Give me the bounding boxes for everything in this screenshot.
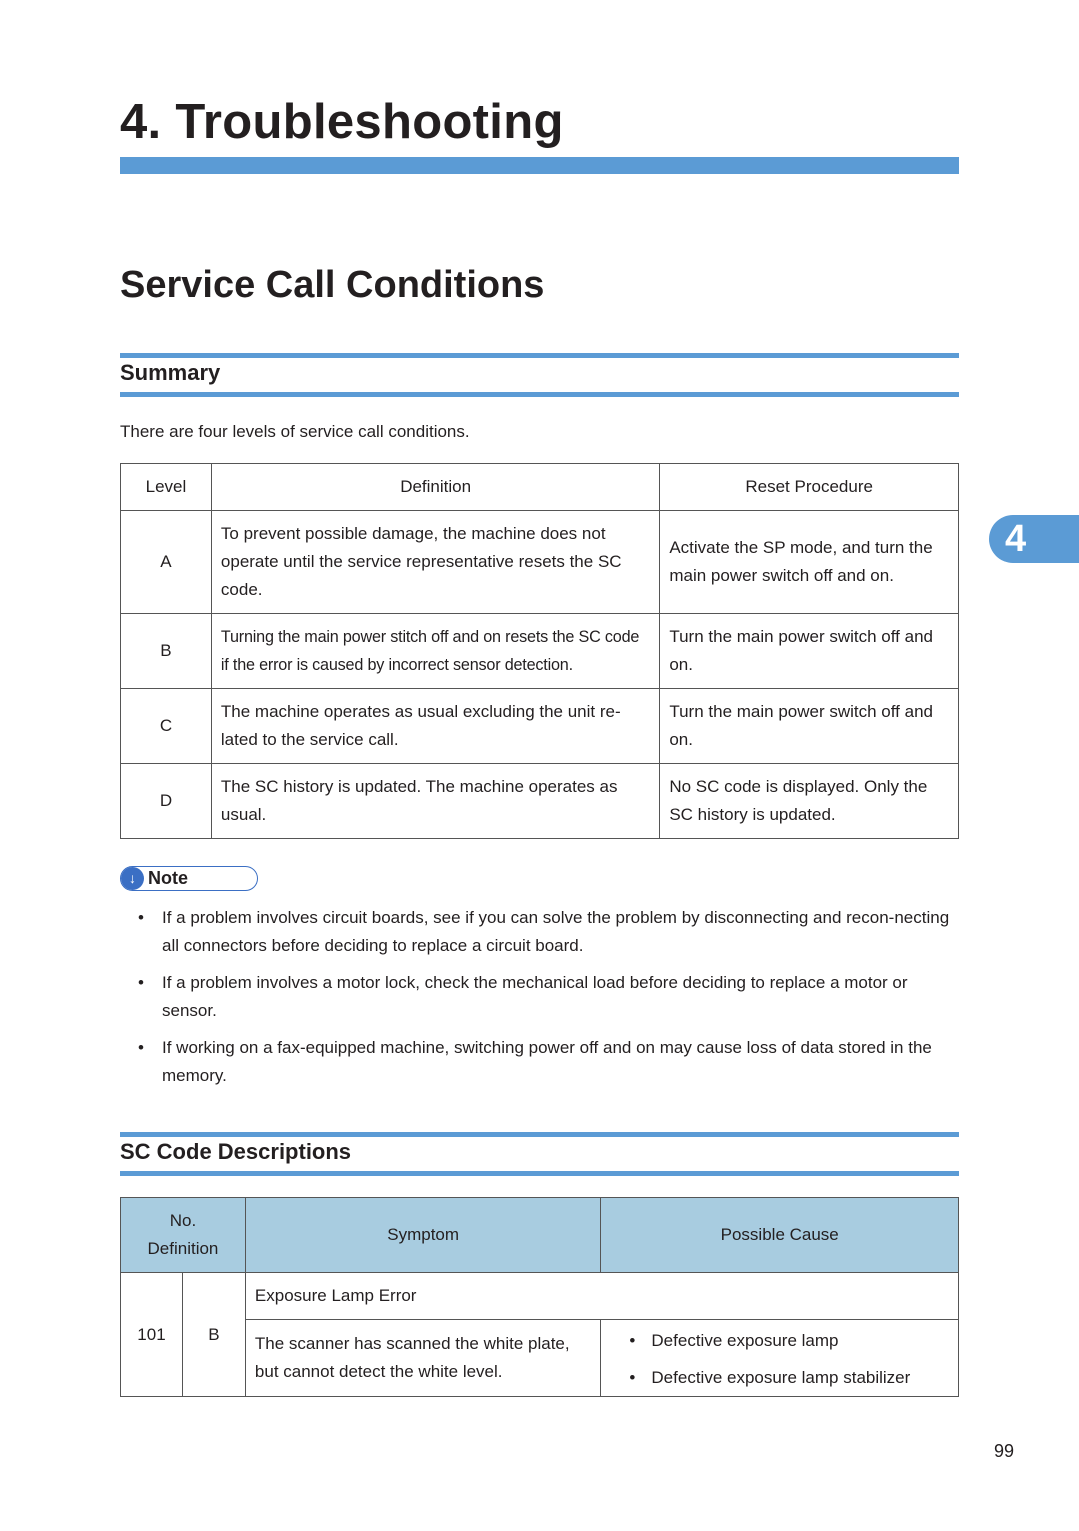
note-label: Note [148,868,188,888]
level-cell: D [121,764,212,839]
list-item: • Defective exposure lamp stabilizer [629,1359,949,1396]
sc-title-cell: Exposure Lamp Error [245,1273,958,1320]
definition-cell: To prevent possible damage, the machine does not operate until the service representative resets the SC code. [211,511,659,614]
sc-heading: SC Code Descriptions [120,1139,352,1164]
note-list [138,904,960,1099]
table-row [121,1273,959,1320]
definition-cell: The machine operates as usual excluding the unit re-lated to the service call. [211,689,659,764]
cause-list [629,1322,949,1396]
sc-number-cell: 101 [121,1273,183,1397]
col-header-definition: Definition [147,1239,219,1258]
col-header-cause: Possible Cause [601,1198,959,1273]
down-arrow-icon: ↓ [121,867,144,890]
summary-rule-top [120,353,959,358]
chapter-side-tab [989,515,1079,563]
level-cell: A [121,511,212,614]
col-header-no-definition [121,1198,246,1273]
sc-rule-bottom [120,1171,959,1176]
side-tab-label: 4 [1005,518,1027,560]
levels-table [120,463,959,839]
sc-level-cell: B [182,1273,245,1397]
section-title: Service Call Conditions [120,264,545,306]
chapter-bar [120,157,959,174]
col-header-level: Level [121,464,212,511]
level-cell: C [121,689,212,764]
list-item: • Defective exposure lamp [629,1322,949,1359]
table-row [121,511,959,614]
chapter-title: 4. Troubleshooting [120,95,564,149]
definition-cell: The SC history is updated. The machine operates as usual. [211,764,659,839]
sc-symptom-cell: The scanner has scanned the white plate, but cannot detect the white level. [245,1320,601,1397]
summary-heading: Summary [120,360,221,385]
col-header-reset: Reset Procedure [660,464,959,511]
level-cell: B [121,614,212,689]
col-header-symptom: Symptom [245,1198,601,1273]
sc-table-header [121,1198,959,1273]
table-row [121,1320,959,1397]
definition-cell: Turning the main power stitch off and on resets the SC code if the error is caused by incorrect sensor detection. [211,614,659,689]
page-number: 99 [994,1441,1015,1461]
reset-cell: Turn the main power switch off and on. [660,689,959,764]
summary-rule-bottom [120,392,959,397]
list-item: • If a problem involves circuit boards, see if you can solve the problem by disconnecting and recon-necting all connectors before deciding to replace a circuit board. [138,904,960,960]
reset-cell: Turn the main power switch off and on. [660,614,959,689]
table-row [121,764,959,839]
levels-table-header [121,464,959,511]
col-header-definition: Definition [211,464,659,511]
reset-cell: No SC code is displayed. Only the SC history is updated. [660,764,959,839]
sc-rule-top [120,1132,959,1137]
note-badge [120,866,258,891]
reset-cell: Activate the SP mode, and turn the main power switch off and on. [660,511,959,614]
summary-intro: There are four levels of service call conditions. [120,422,470,441]
sc-table [120,1197,959,1397]
sc-cause-cell [601,1320,959,1397]
list-item: • If working on a fax-equipped machine, switching power off and on may cause loss of data stored in the memory. [138,1034,960,1090]
table-row [121,614,959,689]
table-row [121,689,959,764]
list-item: • If a problem involves a motor lock, check the mechanical load before deciding to replace a motor or sensor. [138,969,960,1025]
col-header-no: No. [169,1211,197,1230]
